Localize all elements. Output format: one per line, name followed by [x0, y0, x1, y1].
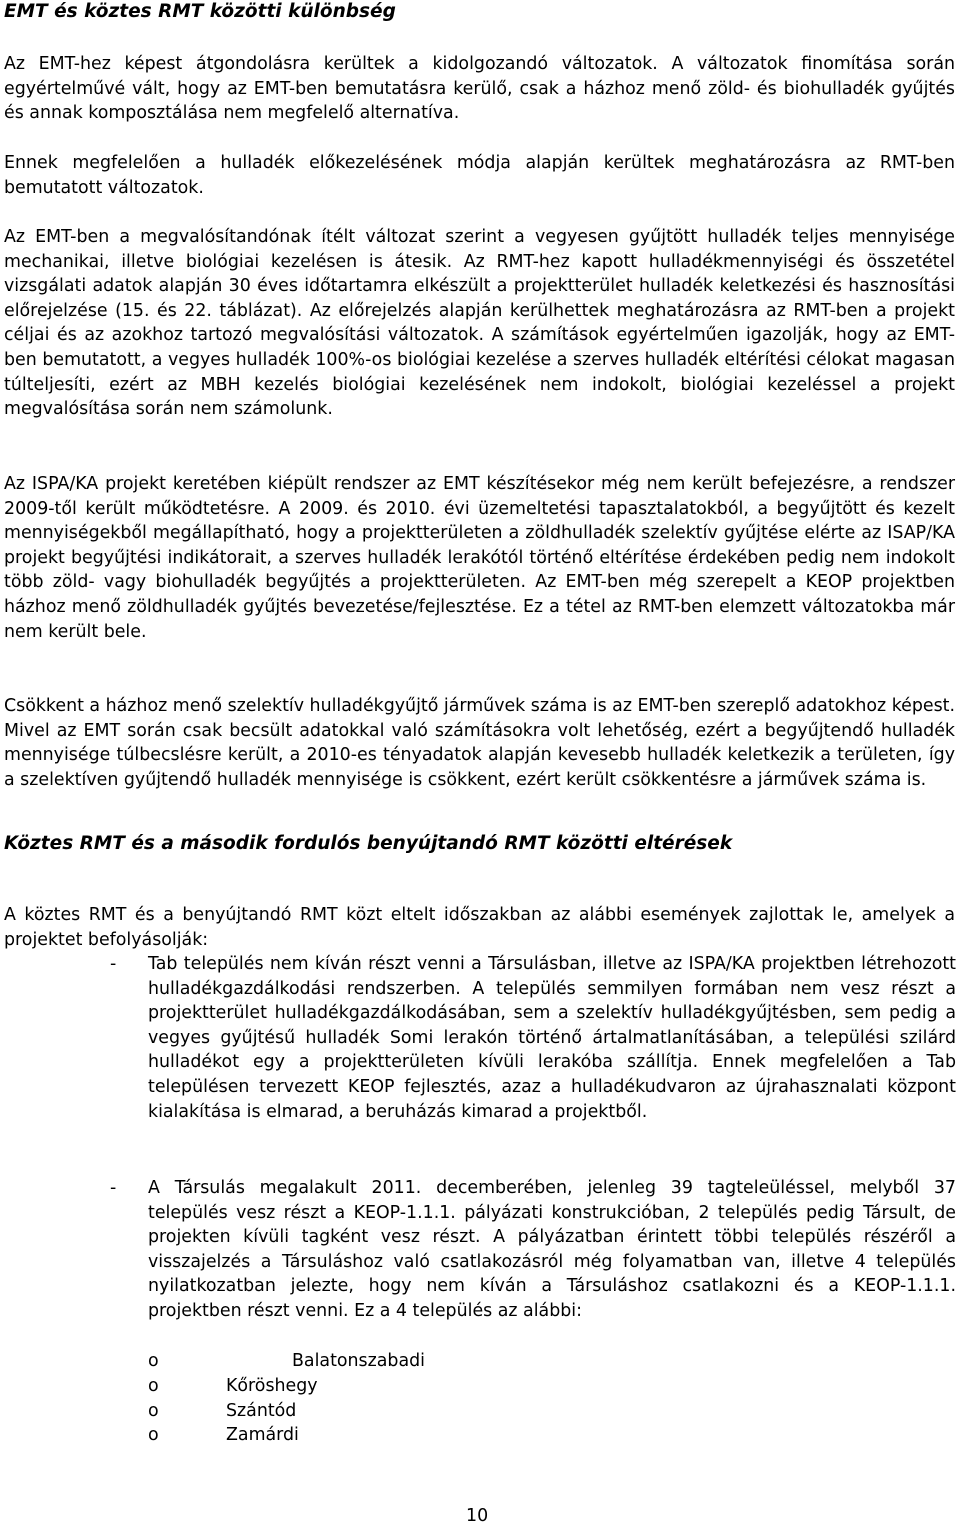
settlement-name: Balatonszabadi	[292, 1351, 425, 1371]
settlement-name: Zamárdi	[226, 1425, 299, 1445]
list-item-tab-settlement	[110, 952, 956, 1124]
paragraph-collection-vehicles: Csökkent a házhoz menő szelektív hulladékgyűjtő járművek száma is az EMT-ben szereplő adatokhoz képest. Mivel az EMT során csak becsült adatokkal való számításokra volt lehetőség, ezért a begyűjtendő hulladék mennyisége túlbecslésre került, a 2010-es tényadatok alapján kevesebb hulladék keletkezik a területen, így a szelektíven gyűjtendő hulladék mennyisége is csökkent, ezért került csökkentésre a járművek száma is.	[4, 696, 955, 790]
bullet-dash: -	[110, 1178, 117, 1198]
paragraph-biological-treatment: Az EMT-ben a megvalósítandónak ítélt változat szerint a vegyesen gyűjtött hulladék teljes mennyisége mechanikai, illetve biológiai kezelésen is átesik. Az RMT-hez kapott hulladékmennyiségi és összetétel vizsgálati adatok alapján 30 éves időtartamra elkészült a projektterület hulladék keletkezési és hasznosítási előrejelzése (15. és 22. táblázat). Az előrejelzés alapján kerülhettek meghatározásra az RMT-ben a projekt céljai és az azokhoz tartozó megvalósítási változatok. A számítások egyértelműen igazolják, hogy az EMT-ben bemutatott, a vegyes hulladék 100%-os biológiai kezelése a szerves hulladék eltérítési célokat magasan túlteljesíti, ezért az MBH kezelés biológiai kezelésének nem indokolt, biológiai kezeléssel a projekt megvalósítása során nem számolunk.	[4, 227, 955, 420]
list-item-text: Tab település nem kíván részt venni a Társulásban, illetve az ISPA/KA projektben létrehozott hulladékgazdálkodási rendszerben. A település semmilyen formában nem vesz részt a projektterület hulladékgazdálkodásában, sem a szelektív hulladékgyűjtésben, sem pedig a vegyes gyűjtésű hulladék Somi lerakón történő ártalmatlanításában, a települési szilárd hulladékot egy a projektterületen kívüli lerakóba szállítja. Ennek megfelelően a Tab településen tervezett KEOP fejlesztés, azaz a hulladékudvaron az újrahasznalati központ kialakítása is elmarad, a beruházás kimarad a projektből.	[148, 954, 956, 1122]
bullet-dash: -	[110, 954, 117, 974]
section-heading-emt-vs-rmt: EMT és köztes RMT közötti különbség	[4, 1, 396, 22]
settlement-name: Szántód	[226, 1401, 297, 1421]
sub-bullet-marker: o	[148, 1376, 159, 1396]
sub-list-item	[148, 1374, 318, 1399]
section-heading-interim-vs-second-round: Köztes RMT és a második fordulós benyújtandó RMT közötti eltérések	[4, 833, 733, 854]
sub-bullet-marker: o	[148, 1401, 159, 1421]
paragraph-pretreatment: Ennek megfelelően a hulladék előkezelésének módja alapján kerültek meghatározásra az RMT-ben bemutatott változatok.	[4, 153, 955, 198]
paragraph-variants: Az EMT-hez képest átgondolásra kerültek a kidolgozandó változatok. A változatok finomítása során egyértelművé vált, hogy az EMT-ben bemutatásra kerülő, csak a házhoz menő zöld- és biohulladék gyűjtés és annak komposztálása nem megfelelő alternatíva.	[4, 54, 955, 124]
sub-list-item	[148, 1423, 299, 1448]
sub-bullet-marker: o	[148, 1425, 159, 1445]
settlement-name: Kőröshegy	[226, 1376, 318, 1396]
sub-bullet-marker: o	[148, 1351, 159, 1371]
list-item-association	[110, 1176, 956, 1324]
page-number: 10	[466, 1506, 489, 1526]
list-item-text: A Társulás megalakult 2011. decemberében, jelenleg 39 tagteleüléssel, melyből 37 település vesz részt a KEOP-1.1.1. pályázati konstrukcióban, 2 település pedig Társult, de projekten kívüli tagként vesz részt. A pályázatban érintett többi település részéről a visszajelzés a Társuláshoz való csatlakozásról még folyamatban van, illetve 4 település nyilatkozatban jelezte, hogy nem kíván a Társuláshoz csatlakozni és a KEOP-1.1.1. projektben részt venni. Ez a 4 település az alábbi:	[148, 1178, 956, 1321]
paragraph-ispa-ka-project: Az ISPA/KA projekt keretében kiépült rendszer az EMT készítésekor még nem került befejezésre, a rendszer 2009-től került működtetésre. A 2009. és 2010. évi üzemeltetési tapasztalatokból, a begyűjtött és kezelt mennyiségekből megállapítható, hogy a projektterületen a zöldhulladék szelektív gyűjtése elérte az ISAP/KA projekt begyűjtési indikátorait, a szerves hulladék lerakótól történő eltérítése érdekében pedig nem indokolt több zöld- vagy biohulladék begyűjtés a projektterületen. Az EMT-ben még szerepelt a KEOP projektben házhoz menő zöldhulladék gyűjtés bevezetése/fejlesztése. Ez a tétel az RMT-ben elemzett változatokba már nem került bele.	[4, 474, 955, 642]
sub-list-item	[148, 1399, 296, 1424]
sub-list-item	[148, 1349, 425, 1374]
paragraph-events-intro: A köztes RMT és a benyújtandó RMT közt eltelt időszakban az alábbi események zajlottak le, amelyek a projektet befolyásolják:	[4, 905, 955, 950]
